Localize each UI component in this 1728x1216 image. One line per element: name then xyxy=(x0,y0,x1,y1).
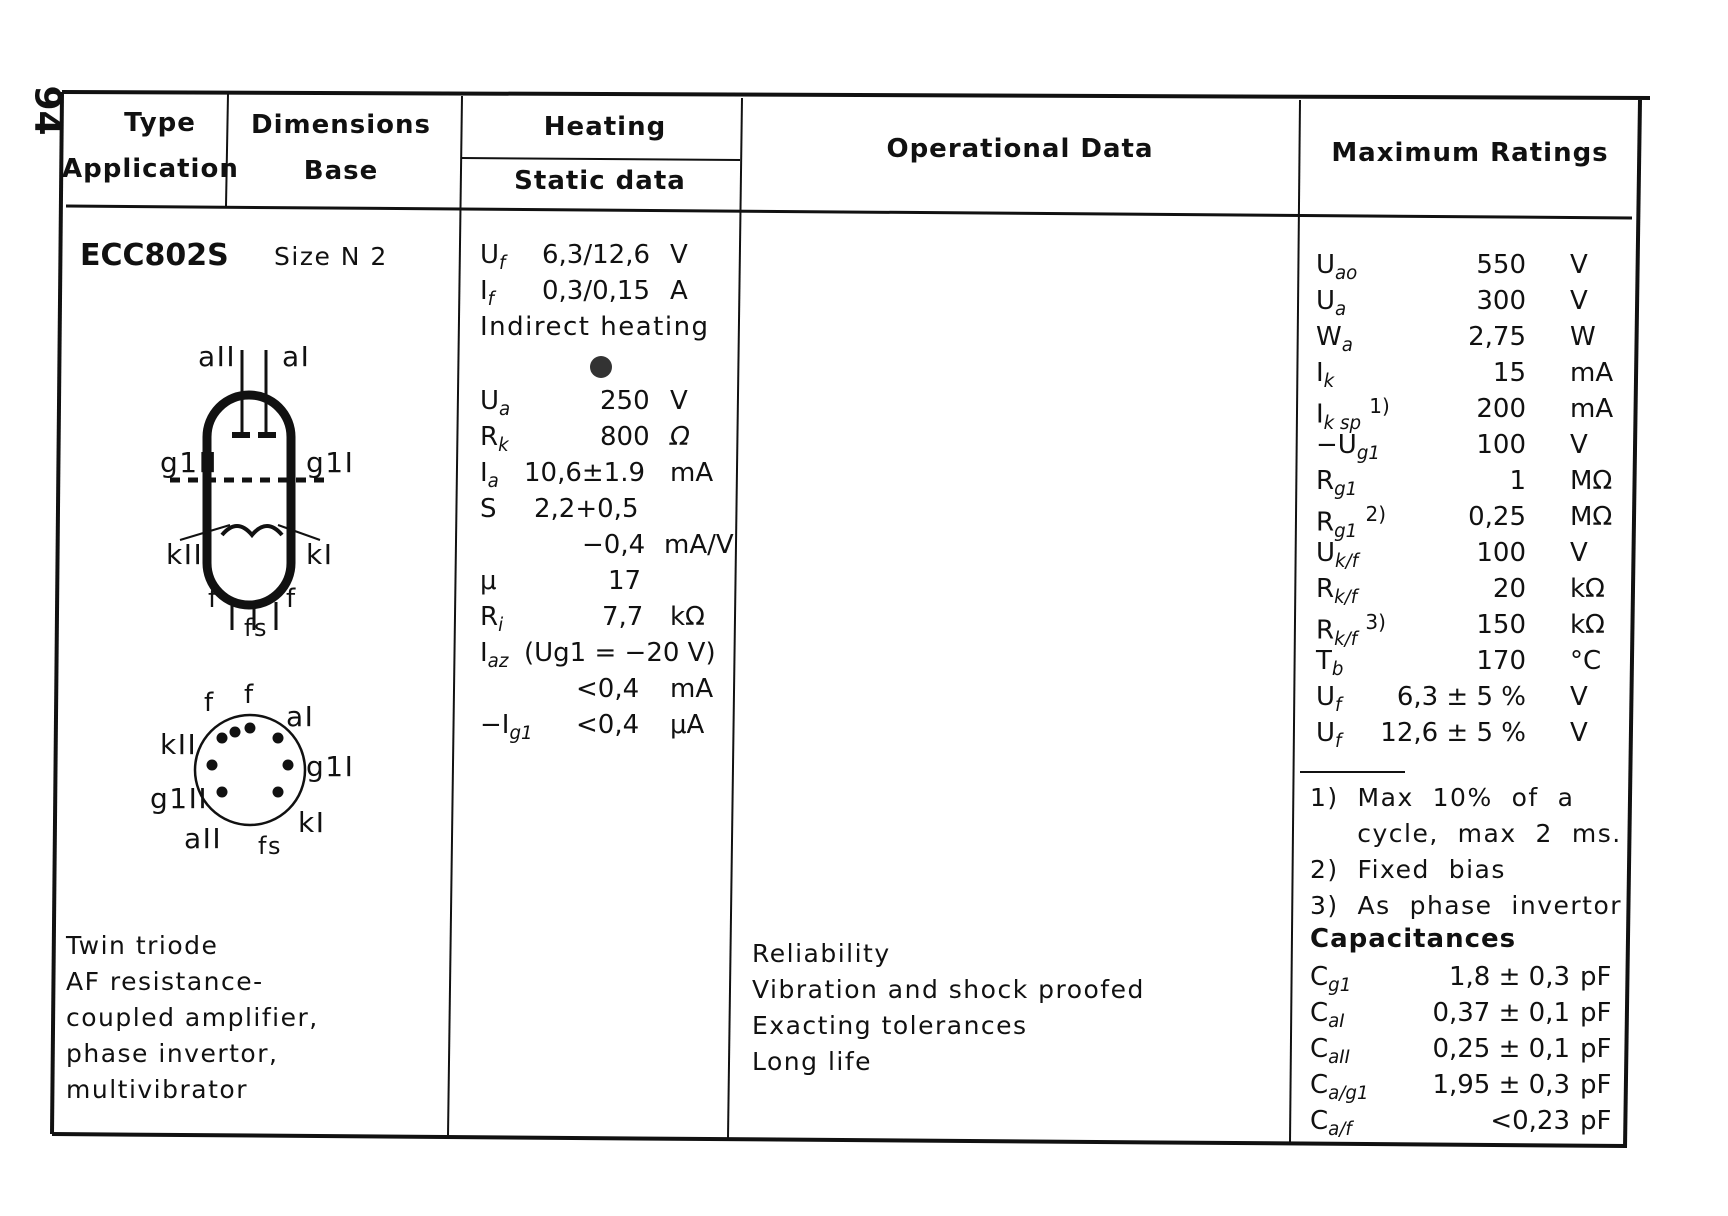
footnote: 3) As phase invertor xyxy=(1310,891,1623,920)
tube-envelope xyxy=(207,395,291,605)
label-a1: aI xyxy=(282,340,311,373)
label-g1-1: g1I xyxy=(306,446,355,479)
application-text xyxy=(66,928,319,1108)
max-ratings: $U_{ao}$ 550 V $U_a$ 300 V $W_a$ 2,75 W $I_k$ 15 mA $I_{k sp}$ $^{1)}$ 200 mA $-U_{g1}$ 100 V $R_{g1}$ 1 MΩ $R_{g1}$ $^{2)}$ 0,25 MΩ $U_{k/f}$ 100 V $R_{k/f}$ 20 kΩ $R_{k/f}$ $^{3)}$ 150 kΩ $T_b$ 170 °C $U_f$ 6,3 ± 5 % V $U_f$ 12,6 ± 5 % V xyxy=(1316,250,1614,753)
footnote: 2) Fixed bias xyxy=(1310,855,1506,884)
base-label-a2: aII xyxy=(184,822,223,855)
header-type: Type xyxy=(124,108,196,138)
capacitances-title: Capacitances xyxy=(1310,924,1517,954)
header-static-data: Static data xyxy=(514,166,686,196)
header-heating: Heating xyxy=(543,112,667,142)
operational-list xyxy=(752,936,1145,1080)
application-line: phase invertor, xyxy=(66,1039,279,1068)
tube-type: ECC802S xyxy=(80,238,229,273)
anode-2 xyxy=(232,432,250,438)
special-quality-icon xyxy=(588,354,614,380)
footnote: 1) Max 10% of a xyxy=(1310,783,1575,812)
operational-item: Vibration and shock proofed xyxy=(752,975,1145,1004)
label-a2: aII xyxy=(198,340,237,373)
footnote: cycle, max 2 ms. xyxy=(1310,819,1622,848)
label-k1: kI xyxy=(306,538,334,571)
application-line: AF resistance- xyxy=(66,967,264,996)
electrode-diagram xyxy=(140,330,370,650)
footnotes xyxy=(1310,780,1622,924)
label-fs: fs xyxy=(244,614,268,642)
operational-item: Exacting tolerances xyxy=(752,1011,1028,1040)
label-f-right: f xyxy=(286,584,297,614)
application-line: multivibrator xyxy=(66,1075,248,1104)
header-base: Base xyxy=(303,156,379,186)
application-line: Twin triode xyxy=(66,931,219,960)
capacitances-list: $C_{g1}$ 1,8 ± 0,3 pF $C_{aI}$ 0,37 ± 0,1 pF $C_{aII}$ 0,25 ± 0,1 pF $C_{a/g1}$ 1,95 ± 0,3 pF $C_{a/f}$ <0,23 pF xyxy=(1310,962,1612,1141)
application-line: coupled amplifier, xyxy=(66,1003,319,1032)
base-label-k2: kII xyxy=(160,728,198,761)
anode-1 xyxy=(258,432,276,438)
operational-item: Long life xyxy=(752,1047,873,1076)
base-label-a1: aI xyxy=(286,700,315,733)
base-label-g1-2: g1II xyxy=(150,782,209,815)
label-g1-2: g1II xyxy=(160,446,219,479)
label-k2: kII xyxy=(166,538,204,571)
base-label-g1-1: g1I xyxy=(306,750,355,783)
base-label-fs: fs xyxy=(258,832,282,860)
header-application: Application xyxy=(62,154,239,184)
operational-item: Reliability xyxy=(752,939,891,968)
label-f-left: f xyxy=(208,584,219,614)
heating-note: Indirect heating xyxy=(480,312,710,342)
base-label-f2: f xyxy=(244,680,255,710)
page-number: 94 xyxy=(26,85,68,136)
tube-size: Size N 2 xyxy=(274,242,388,271)
base-label-f1: f xyxy=(204,688,215,718)
base-label-k1: kI xyxy=(298,806,326,839)
header-maximum-ratings: Maximum Ratings xyxy=(1331,138,1609,168)
heater xyxy=(222,526,282,535)
header-dimensions: Dimensions xyxy=(251,110,431,140)
heating-static-column: $U_f$ 6,3/12,6 V $I_f$ 0,3/0,15 A Indirect heating $U_a$ 250 V $R_k$ 800 Ω $I_a$ 10,6±1.9 mA S 2,2+0,5 −0,4 mA/V μ 17 $R_i$ 7,7 kΩ $I_{az}$ (Ug1 = −20 V) <0,4 mA $-I_{g1}$ <0,4 μA xyxy=(480,240,740,740)
header-operational-data: Operational Data xyxy=(886,134,1154,164)
